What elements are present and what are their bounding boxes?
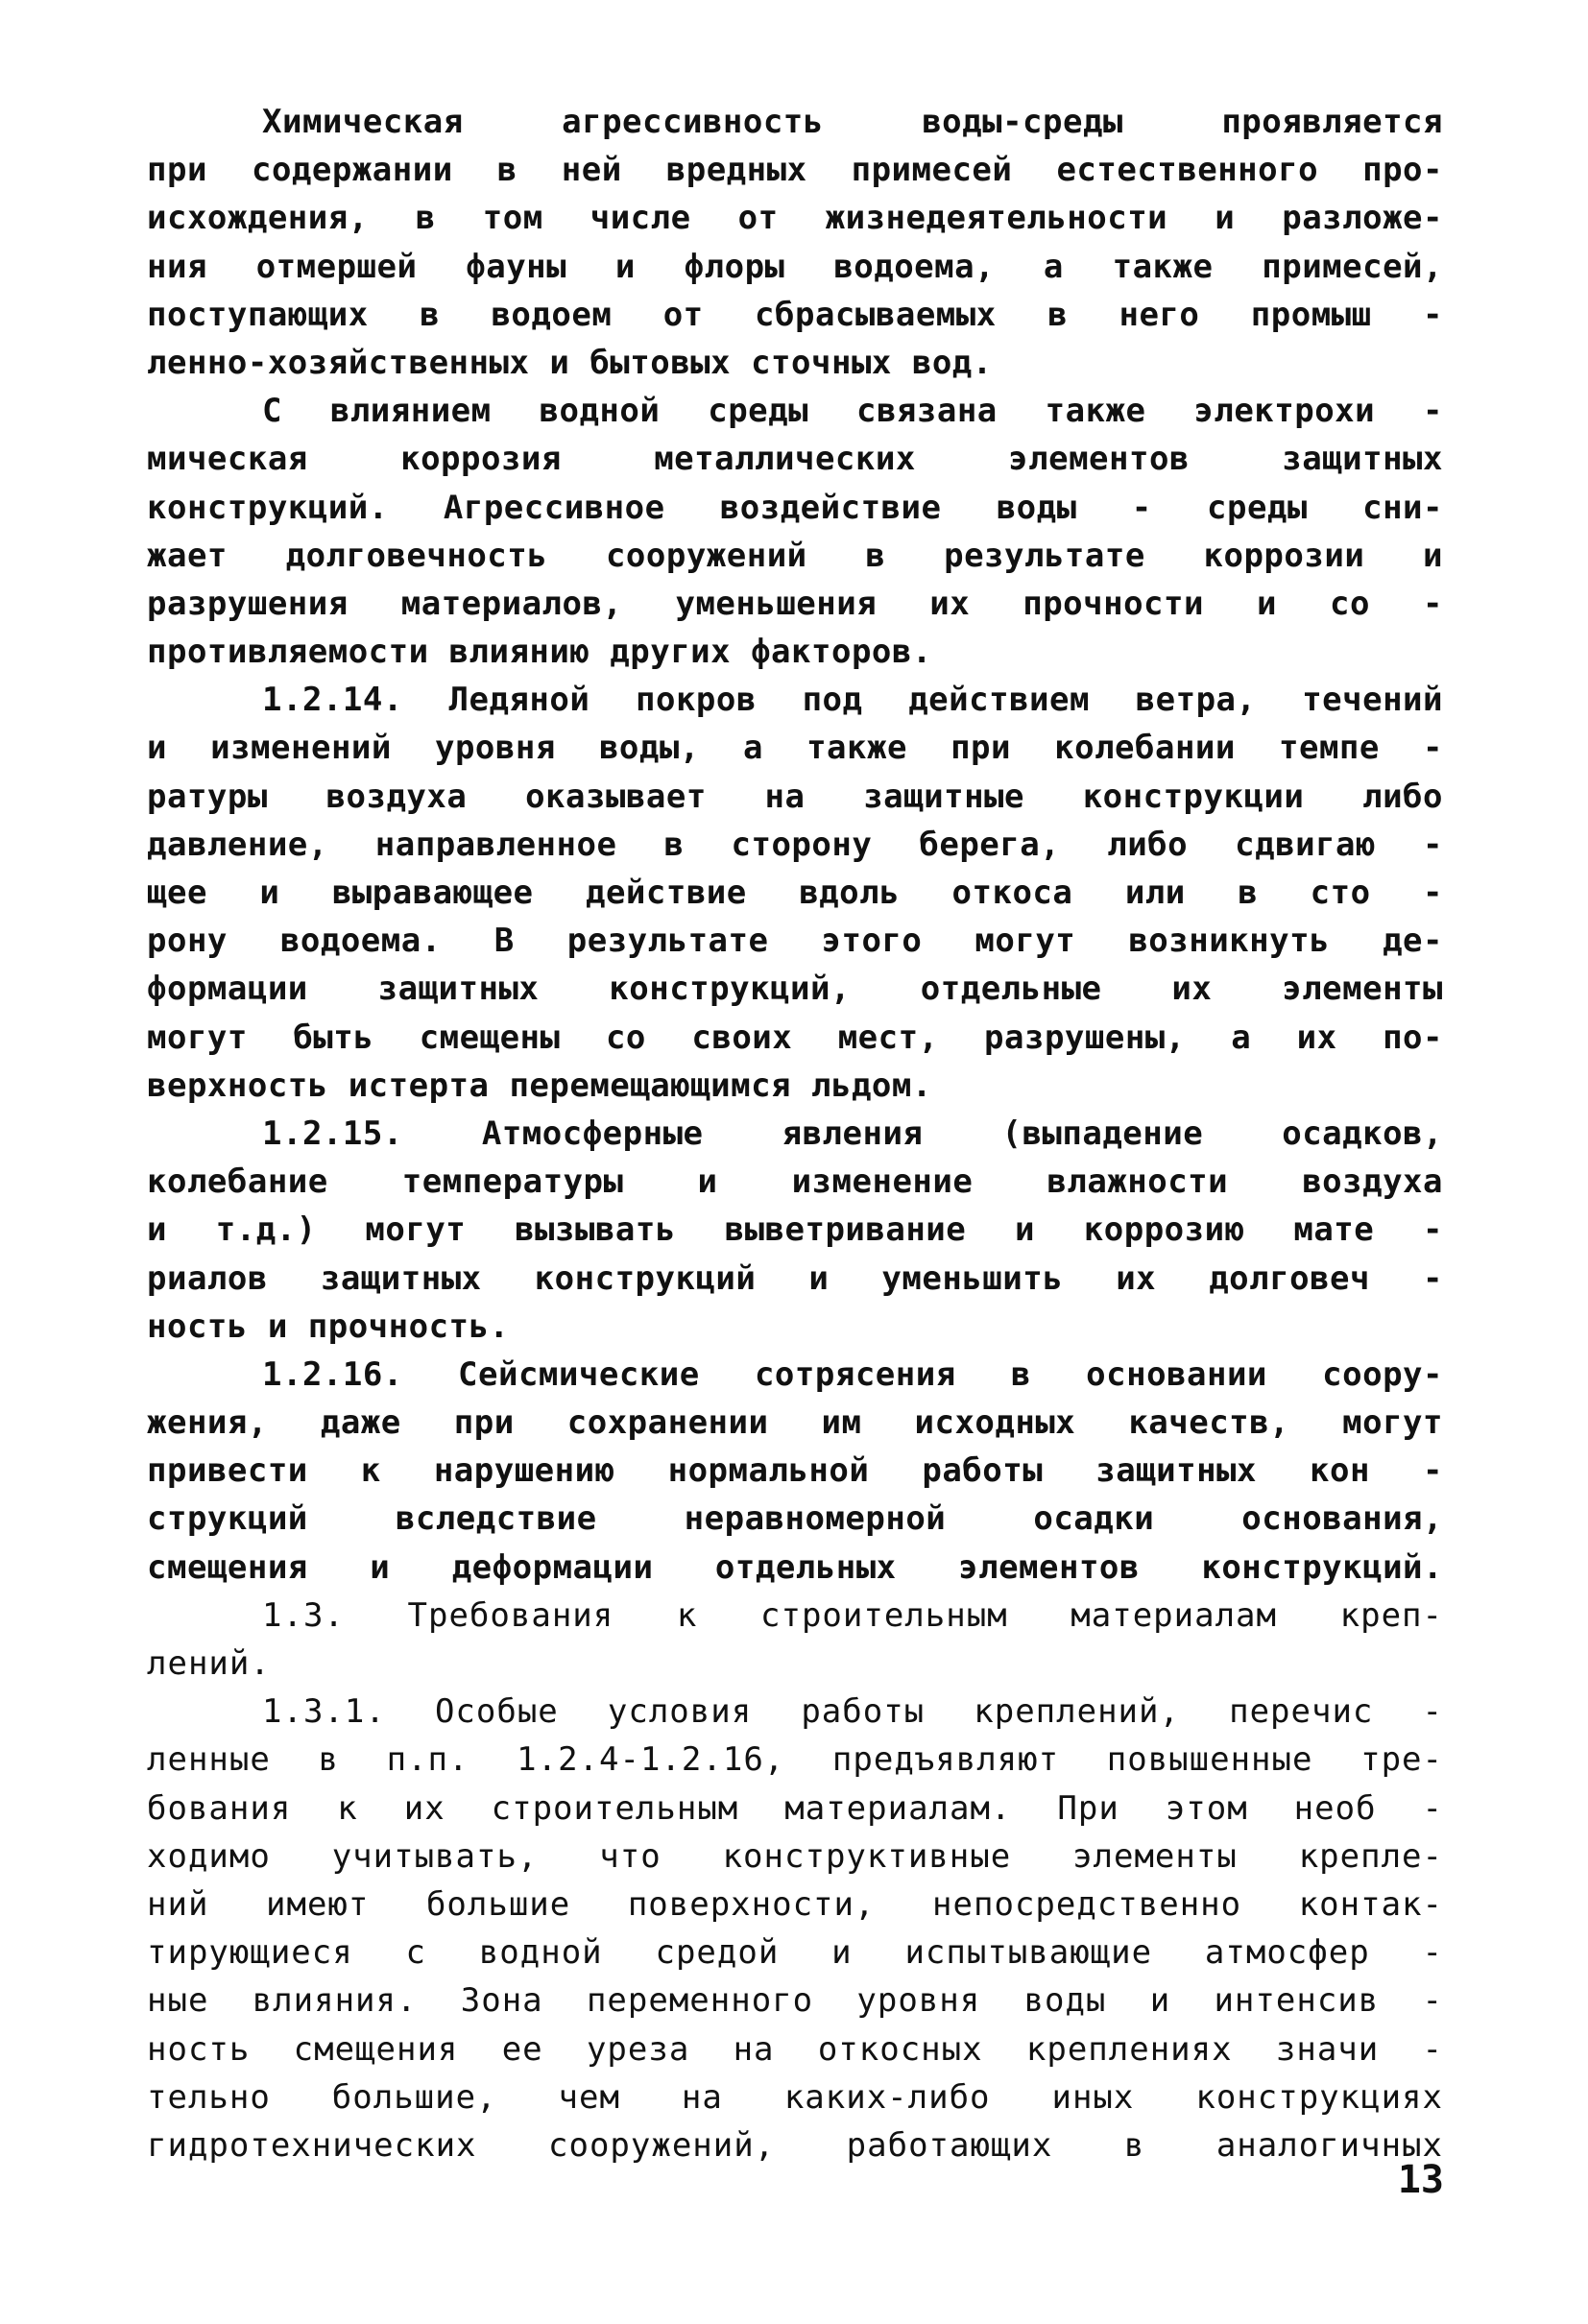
- text-line: ность и прочность.: [147, 1306, 510, 1346]
- text-line: могут быть смещены со своих мест, разрушены, а их по-: [147, 1018, 1443, 1057]
- text-line: С влиянием водной среды связана также электрохи -: [262, 392, 1443, 431]
- text-line: ратуры воздуха оказывает на защитные конструкции либо: [147, 777, 1443, 816]
- text-line: 1.2.15. Атмосферные явления (выпадение осадков,: [262, 1114, 1443, 1153]
- text-line: 1.3.1. Особые условия работы креплений, перечис -: [262, 1692, 1443, 1732]
- text-line: жает долговечность сооружений в результате коррозии и: [147, 536, 1443, 575]
- text-line: привести к нарушению нормальной работы защитных кон -: [147, 1451, 1443, 1491]
- text-line: ные влияния. Зона переменного уровня воды и интенсив -: [147, 1981, 1443, 2021]
- text-line: и т.д.) могут вызывать выветривание и коррозию мате -: [147, 1210, 1443, 1250]
- page-body: [147, 98, 1443, 2169]
- text-line: тельно большие, чем на каких-либо иных конструкциях: [147, 2077, 1443, 2117]
- text-line: риалов защитных конструкций и уменьшить их долговеч -: [147, 1258, 1443, 1298]
- section-heading: лений.: [147, 1644, 271, 1683]
- text-line: тирующиеся с водной средой и испытывающие атмосфер -: [147, 1933, 1443, 1973]
- text-line: щее и выравающее действие вдоль откоса или в сто -: [147, 874, 1443, 912]
- text-line: 1.2.14. Ледяной покров под действием ветра, течений: [262, 681, 1443, 720]
- text-line: формации защитных конструкций, отдельные их элементы: [147, 970, 1443, 1009]
- text-line: ния отмершей фауны и флоры водоема, а также примесей,: [147, 247, 1443, 286]
- text-line: ленно-хозяйственных и бытовых сточных вод.: [147, 343, 993, 382]
- text-line: струкций вследствие неравномерной осадки основания,: [147, 1499, 1443, 1539]
- text-line: давление, направленное в сторону берега, либо сдвигаю -: [147, 825, 1443, 864]
- text-line: ность смещения ее уреза на откосных креплениях значи -: [147, 2029, 1443, 2069]
- section-heading: 1.3. Требования к строительным материалам креп-: [262, 1595, 1443, 1635]
- text-line: рону водоема. В результате этого могут возникнуть де-: [147, 922, 1443, 961]
- text-line: противляемости влиянию других факторов.: [147, 633, 932, 672]
- page-number: 13: [1397, 2158, 1444, 2202]
- text-line: 1.2.16. Сейсмические сотрясения в основании соору-: [262, 1354, 1443, 1394]
- text-line: бования к их строительным материалам. При этом необ -: [147, 1788, 1443, 1828]
- text-line: ленные в п.п. 1.2.4-1.2.16, предъявляют повышенные тре-: [147, 1740, 1443, 1780]
- text-line: смещения и деформации отдельных элементов конструкций.: [147, 1547, 1443, 1587]
- text-line: Химическая агрессивность воды-среды проявляется: [262, 103, 1443, 141]
- text-line: верхность истерта перемещающимся льдом.: [147, 1066, 932, 1105]
- text-line: конструкций. Агрессивное воздействие воды - среды сни-: [147, 488, 1443, 527]
- text-line: ний имеют большие поверхности, непосредственно контак-: [147, 1884, 1443, 1924]
- text-line: и изменений уровня воды, а также при колебании темпе -: [147, 729, 1443, 768]
- text-line: исхождения, в том числе от жизнедеятельности и разложе-: [147, 199, 1443, 238]
- text-line: при содержании в ней вредных примесей естественного про-: [147, 151, 1443, 190]
- text-line: поступающих в водоем от сбрасываемых в него промыш -: [147, 295, 1443, 334]
- text-line: колебание температуры и изменение влажности воздуха: [147, 1162, 1443, 1202]
- text-line: гидротехнических сооружений, работающих в аналогичных: [147, 2125, 1443, 2165]
- text-line: жения, даже при сохранении им исходных качеств, могут: [147, 1403, 1443, 1443]
- text-line: ходимо учитывать, что конструктивные элементы крепле-: [147, 1836, 1443, 1876]
- text-line: мическая коррозия металлических элементов защитных: [147, 440, 1443, 479]
- text-line: разрушения материалов, уменьшения их прочности и со -: [147, 584, 1443, 623]
